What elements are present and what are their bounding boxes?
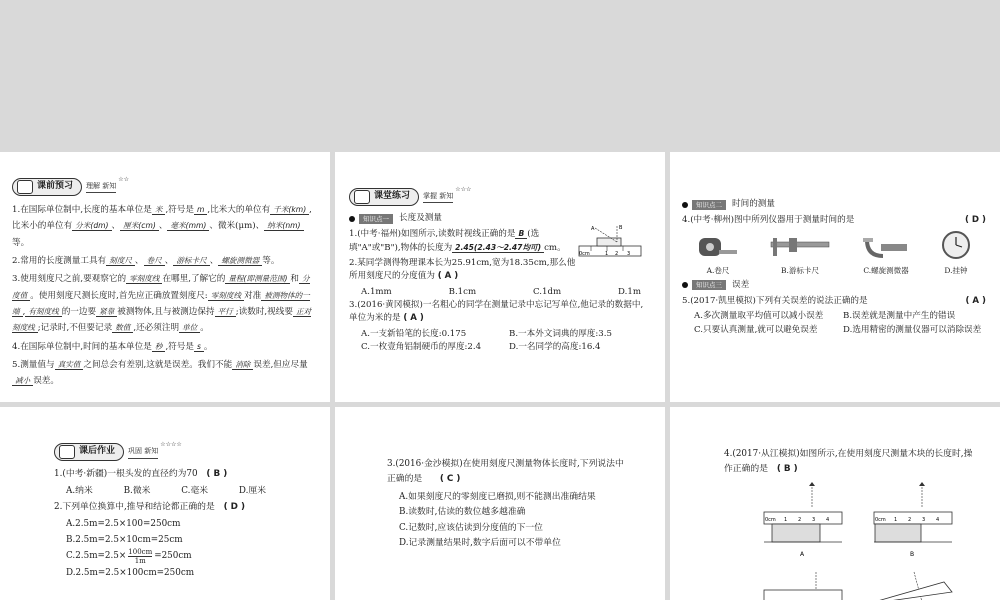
tape-measure: A.卷尺 [697, 234, 739, 277]
question-4: 4.(中考·柳州)图中所列仪器用于测量时间的是 ( D ) [682, 215, 986, 226]
book-icon [59, 445, 75, 459]
question-4: 4.在国际单位制中,时间的基本单位是 秒 ,符号是 s 。 [12, 341, 213, 352]
question-4: 4.(2017·从江模拟)如图所示,在使用刻度尺测量木块的长度时,操作正确的是 ( B ) [724, 449, 973, 475]
page-preview [0, 152, 330, 402]
question-3: 3.(2016·黄冈模拟)一名粗心的同学在测量记录中忘记写单位,他记录的数据中,单位为米的是 ( A ) [349, 299, 644, 324]
section-badge [54, 443, 124, 461]
vernier-caliper: B.游标卡尺 [769, 234, 831, 277]
svg-text:1: 1 [784, 516, 788, 523]
page-homework-2 [335, 407, 665, 600]
svg-text:0cm: 0cm [765, 516, 776, 523]
question-3-options: A.一支新铅笔的长度:0.175 B.一本外文词典的厚度:3.5 C.一枚壹角铝制硬币的厚度:2.4 D.一名同学的高度:16.4 [361, 328, 612, 352]
question-1-options: A.纳米 B.微米 C.毫米 D.厘米 [66, 486, 266, 497]
figure-a [764, 482, 842, 558]
ruler-figure [577, 222, 647, 262]
svg-text:3: 3 [627, 251, 631, 258]
caliper-icon [769, 234, 831, 260]
svg-text:1: 1 [605, 251, 609, 258]
wall-clock: D.挂钟 [941, 230, 971, 277]
question-5-options: A.多次测量取平均值可以减小误差 B.误差就是测量中产生的错误 C.只要认真测量,就可以避免误差 D.选用精密的测量仪器可以消除误差 [694, 311, 982, 335]
svg-text:2: 2 [615, 251, 619, 258]
section-subtitle: 掌握 新知 [423, 191, 453, 203]
section-title: 课堂练习 [374, 191, 411, 202]
section-title: 课后作业 [79, 446, 116, 457]
micrometer-icon [861, 234, 911, 260]
svg-text:2: 2 [908, 516, 912, 523]
page-homework-3 [670, 407, 1000, 600]
svg-text:4: 4 [936, 516, 940, 523]
svg-text:0cm: 0cm [579, 251, 590, 258]
instrument-images [682, 230, 986, 277]
question-2: 2.某同学测得物理课本长为25.91cm,宽为18.35cm,那么他所用刻度尺的分度值为 ( A ) [349, 257, 576, 282]
tape-measure-icon [697, 234, 739, 260]
section-header [54, 441, 316, 463]
section-header [349, 186, 651, 208]
difficulty-stars: ☆☆☆ [455, 186, 472, 194]
question-3: 3.使用刻度尺之前,要观察它的 零刻度线 在哪里,了解它的 量程(即测量范围) 和 分度值 。使用刻度尺测长度时,首先应正确放置刻度尺: 零刻度线 对准 被测物体的一端 , 有刻度线 的一边要 紧靠 被测物体,且与被测边保持 平行 ;读数时,视线要 正对刻度线 ;记录时,不但要记录 数值 ,还必须注明 单位 。 [12, 274, 312, 334]
question-1: 1.(中考·福州)如图所示,读数时视线正确的是 B (选填"A"或"B"),物体的长度为 2.45(2.43～2.47均可) cm。 0cm 1 2 3 A B [349, 228, 651, 255]
svg-text:0cm: 0cm [875, 516, 886, 523]
clock-icon [941, 230, 971, 260]
section-badge [349, 188, 419, 206]
svg-text:3: 3 [922, 516, 926, 523]
question-5: 5.(2017·凯里模拟)下列有关误差的说法正确的是 ( A ) [682, 295, 986, 306]
micrometer: C.螺旋测微器 [861, 234, 911, 277]
page-homework [0, 407, 330, 600]
knowledge-point-error: 知识点三 误差 [682, 279, 986, 292]
svg-text:A: A [800, 550, 805, 558]
question-2: 2.常用的长度测量工具有 刻度尺 、 卷尺 、 游标卡尺 、 螺旋测微器 等。 [12, 255, 280, 266]
question-2-options: A.2.5m=2.5×100=250cm B.2.5m=2.5×10cm=25cm C.2.5m=2.5× $\frac{100cm}{1m}$ =250cm D.2.5m=2.5×100cm=250cm [66, 519, 195, 578]
question-2: 2.下列单位换算中,推导和结论都正确的是 ( D ) [54, 501, 246, 512]
question-2-options: A.1mm B.1cm C.1dm D.1m [361, 286, 641, 297]
svg-text:B: B [910, 550, 915, 558]
svg-text:1: 1 [894, 516, 898, 523]
svg-text:3: 3 [812, 516, 816, 523]
book-icon [354, 190, 370, 204]
svg-text:A: A [591, 226, 595, 233]
section-title: 课前预习 [37, 181, 74, 192]
knowledge-point-time: 知识点二 时间的测量 [682, 198, 986, 211]
question-5: 5.测量值与 真实值 之间总会有差别,这就是误差。我们不能 消除 误差,但应尽量减小 误差。 [12, 359, 308, 387]
page-classwork [335, 152, 665, 402]
page-knowledge-points [670, 152, 1000, 402]
bullet-icon [682, 282, 688, 288]
figure-c-d-partial [764, 572, 952, 600]
section-header [12, 176, 316, 198]
section-subtitle: 巩固 新知 [128, 445, 158, 458]
question-1: 1.(中考·新疆)一根头发的直径约为70 ( B ) [54, 469, 228, 479]
difficulty-stars: ☆☆ [118, 176, 130, 184]
knowledge-point: 知识点一 长度及测量 [349, 212, 651, 225]
svg-text:2: 2 [798, 516, 802, 523]
bullet-icon [682, 202, 688, 208]
svg-text:4: 4 [826, 516, 830, 523]
question-3-options: A.如果刻度尺的零刻度已磨损,则不能测出准确结果 B.读数时,估读的数位越多越准确 C.记数时,应该估读到分度值的下一位 D.记录测量结果时,数字后面可以不带单位 [399, 491, 596, 548]
question-3: 3.(2016·金沙模拟)在使用刻度尺测量物体长度时,下列说法中正确的是 ( C ) [387, 459, 624, 485]
figure-b [874, 482, 952, 558]
difficulty-stars: ☆☆☆☆ [160, 440, 182, 448]
book-icon [17, 180, 33, 194]
ruler-comparison-figure [744, 482, 984, 600]
question-1: 1.在国际单位制中,长度的基本单位是 米 ,符号是 m ,比米大的单位有 千米(km) ,比米小的单位有 分米(dm) 、 厘米(cm) 、 毫米(mm) 、微米(μm)、 纳米(nm)等。 [12, 205, 312, 248]
section-badge [12, 178, 82, 196]
bullet-icon [349, 216, 355, 222]
section-subtitle: 理解 新知 [86, 181, 116, 193]
svg-text:B: B [619, 225, 623, 232]
